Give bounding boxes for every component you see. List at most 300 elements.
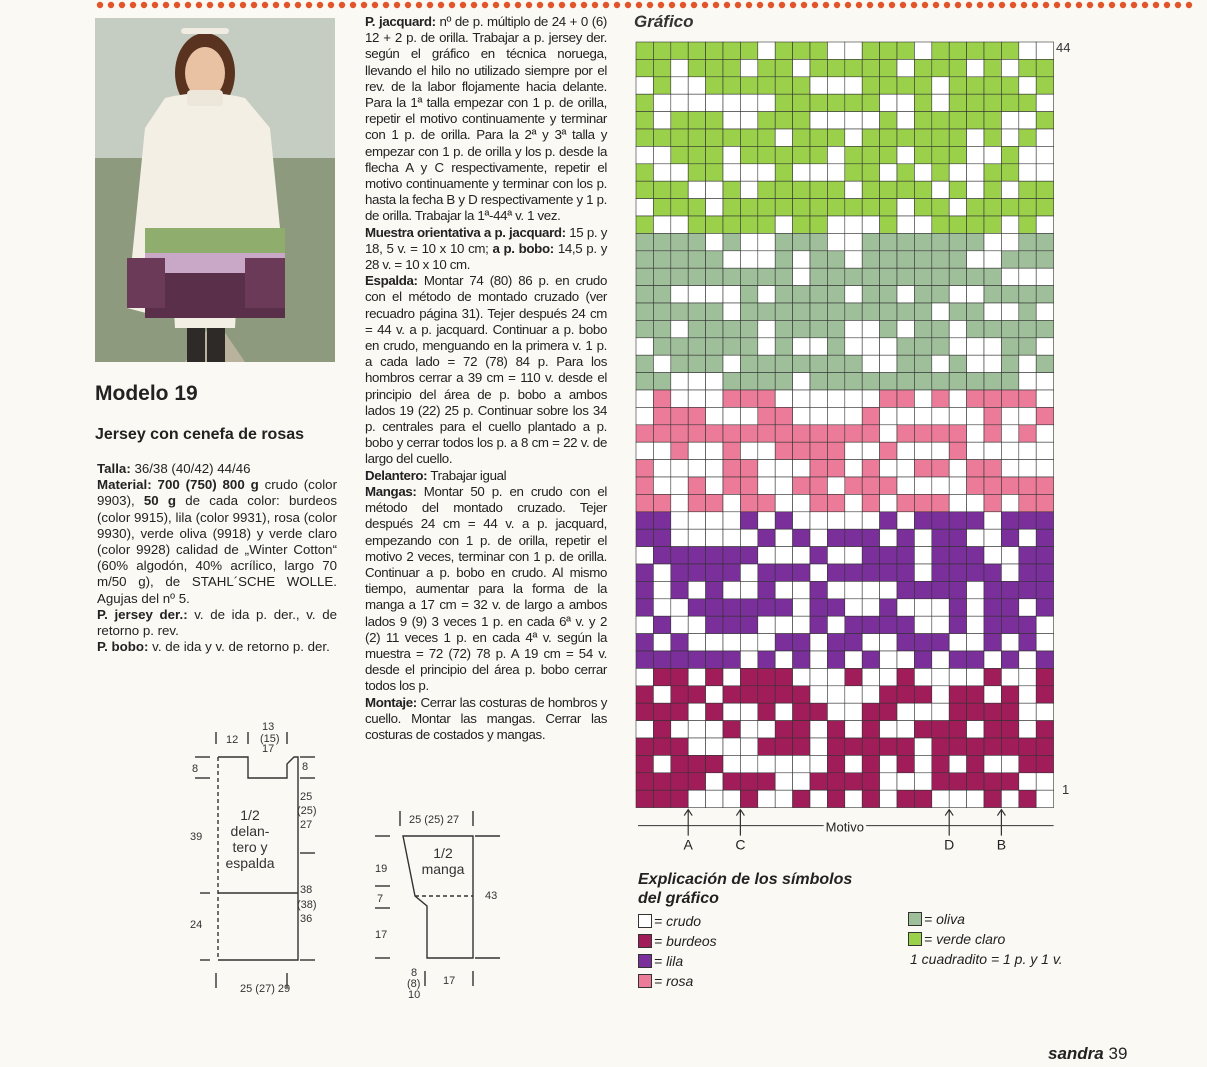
chart-cell [740,494,757,511]
legend-item-crudo [638,913,701,929]
mangas-paragraph [365,484,607,695]
chart-cell [740,286,757,303]
chart-cell [810,529,827,546]
chart-cell [1001,599,1018,616]
chart-cell [758,338,775,355]
chart-cell [636,199,653,216]
chart-cell [793,303,810,320]
legend-note: 1 cuadradito = 1 p. y 1 v. [910,951,1063,967]
chart-cell [653,233,670,250]
montaje-value: Cerrar las costuras de hombros y cuello. Montar las mangas. Cerrar las costuras de costados y mangas. [365,694,607,742]
legend-item-verde-claro [908,931,1005,947]
chart-cell [636,77,653,94]
chart-cell [984,442,1001,459]
chart-cell [775,494,792,511]
chart-cell [845,129,862,146]
chart-cell [1019,703,1036,720]
chart-cell [636,581,653,598]
chart-cell [880,181,897,198]
chart-cell [880,529,897,546]
bobo-paragraph [97,639,337,655]
chart-cell [914,390,931,407]
chart-cell [1001,703,1018,720]
chart-cell [758,564,775,581]
chart-cell [758,181,775,198]
chart-cell [897,790,914,807]
chart-cell [862,373,879,390]
chart-cell [845,581,862,598]
chart-cell [758,373,775,390]
chart-cell [688,494,705,511]
chart-cell [949,477,966,494]
chart-cell [949,268,966,285]
chart-cell [827,529,844,546]
chart-cell [914,477,931,494]
chart-cell [827,42,844,59]
chart-cell [810,547,827,564]
dim-right-25-c: 27 [300,819,313,831]
chart-cell [845,790,862,807]
chart-cell [653,251,670,268]
chart-cell [880,355,897,372]
chart-cell [740,146,757,163]
chart-cell [1019,286,1036,303]
chart-cell [740,251,757,268]
chart-cell [1019,651,1036,668]
chart-cell [827,668,844,685]
chart-cell [775,512,792,529]
chart-cell [967,286,984,303]
chart-cell [1036,268,1053,285]
chart-cell [967,460,984,477]
chart-cell [897,251,914,268]
chart-cell [740,425,757,442]
chart-cell [671,164,688,181]
chart-cell [688,790,705,807]
chart-cell [862,686,879,703]
chart-cell [775,77,792,94]
chart-cell [967,581,984,598]
chart-cell [932,338,949,355]
muestra-bobo-value: 14,5 p. y 28 v. = 10 x 10 cm. [365,240,607,273]
chart-cell [636,425,653,442]
chart-cell [793,181,810,198]
chart-cell [740,703,757,720]
chart-cell [653,373,670,390]
chart-cell [827,233,844,250]
chart-cell [671,634,688,651]
chart-cell [862,42,879,59]
chart-cell [671,460,688,477]
chart-cell [793,616,810,633]
chart-cell [967,129,984,146]
chart-cell [1019,251,1036,268]
chart-cell [706,442,723,459]
chart-cell [723,738,740,755]
chart-cell [1036,738,1053,755]
chart-cell [845,407,862,424]
chart-cell [1036,564,1053,581]
chart-cell [984,199,1001,216]
chart-cell [688,564,705,581]
talla-label: Talla: [97,461,131,476]
chart-cell [827,790,844,807]
dim-top-a: 12 [226,734,239,746]
chart-cell [967,547,984,564]
espalda-paragraph [365,273,607,467]
chart-cell [723,286,740,303]
chart-cell [827,755,844,772]
chart-cell [810,651,827,668]
chart-cell [984,703,1001,720]
chart-cell [914,686,931,703]
chart-cell [880,373,897,390]
chart-cell [793,477,810,494]
chart-cell [862,268,879,285]
legend-label-lila: = lila [654,953,684,969]
chart-cell [1019,338,1036,355]
chart-cell [653,755,670,772]
chart-cell [897,303,914,320]
chart-cell [793,790,810,807]
chart-cell [636,373,653,390]
chart-cell [932,303,949,320]
chart-cell [740,634,757,651]
chart-cell [1019,268,1036,285]
chart-cell [1036,94,1053,111]
chart-cell [932,442,949,459]
chart-cell [740,442,757,459]
chart-cell [653,146,670,163]
chart-cell [967,773,984,790]
material-50: 50 g [134,493,177,509]
chart-cell [706,634,723,651]
chart-cell [862,581,879,598]
chart-cell [932,77,949,94]
chart-cell [862,494,879,511]
chart-cell [775,59,792,76]
chart-cell [723,755,740,772]
chart-cell [897,164,914,181]
chart-cell [967,146,984,163]
chart-cell [880,425,897,442]
chart-cell [810,77,827,94]
chart-cell [932,460,949,477]
dim-top-b1: 13 [262,721,275,733]
chart-cell [1019,407,1036,424]
chart-cell [1019,42,1036,59]
chart-cell [671,77,688,94]
chart-cell [932,94,949,111]
chart-cell [1001,42,1018,59]
chart-cell [706,42,723,59]
talla-value: 36/38 (40/42) 44/46 [130,461,251,476]
chart-cell [862,547,879,564]
chart-cell [1001,390,1018,407]
chart-cell [636,721,653,738]
chart-cell [914,668,931,685]
chart-cell [810,268,827,285]
chart-cell [671,407,688,424]
chart-cell [636,407,653,424]
chart-cell [949,77,966,94]
chart-cell [758,320,775,337]
chart-cell [949,651,966,668]
chart-cell [827,477,844,494]
chart-cell [723,181,740,198]
chart-cell [932,721,949,738]
chart-cell [1036,164,1053,181]
chart-cell [845,755,862,772]
chart-cell [653,129,670,146]
chart-cell [723,94,740,111]
chart-cell [845,77,862,94]
chart-cell [914,634,931,651]
chart-cell [845,529,862,546]
chart-cell [636,390,653,407]
chart-cell [862,721,879,738]
delantero-value: Trabajar igual [427,467,507,483]
chart-cell [671,59,688,76]
chart-cell [636,651,653,668]
schematic-label-4: espalda [225,855,275,871]
chart-cell [949,773,966,790]
chart-cell [845,164,862,181]
chart-cell [1036,129,1053,146]
chart-cell [688,251,705,268]
chart-cell [688,164,705,181]
chart-cell [775,790,792,807]
chart-cell [897,199,914,216]
chart-cell [1019,199,1036,216]
chart-cell [810,407,827,424]
chart-cell [949,634,966,651]
chart-cell [1019,164,1036,181]
chart-cell [793,442,810,459]
chart-cell [706,668,723,685]
chart-cell [740,390,757,407]
chart-cell [984,164,1001,181]
chart-cell [671,703,688,720]
chart-cell [1036,251,1053,268]
chart-cell [671,686,688,703]
chart-cell [740,790,757,807]
sleeve-label-2: manga [421,861,465,877]
chart-cell [862,460,879,477]
chart-cell [897,355,914,372]
chart-cell [758,790,775,807]
chart-cell [706,59,723,76]
chart-cell [914,181,931,198]
chart-cell [671,668,688,685]
sleeve-dim-8b: (8) [407,978,421,990]
dim-right-8: 8 [302,761,309,773]
chart-cell [653,112,670,129]
swatch-burdeos [638,934,652,948]
chart-cell [984,460,1001,477]
chart-cell [827,355,844,372]
chart-cell [740,338,757,355]
chart-cell [914,303,931,320]
chart-cell [827,425,844,442]
chart-cell [845,59,862,76]
chart-cell [671,599,688,616]
chart-cell [827,373,844,390]
chart-cell [984,320,1001,337]
chart-cell [758,651,775,668]
chart-cell [775,407,792,424]
chart-cell [671,651,688,668]
chart-cell [827,634,844,651]
muestra-bobo-label: a p. bobo: [488,240,554,256]
chart-cell [914,320,931,337]
chart-cell [671,373,688,390]
chart-cell [1019,425,1036,442]
chart-cell [740,755,757,772]
legend-item-burdeos [638,933,717,949]
chart-cell [636,303,653,320]
chart-cell [671,494,688,511]
chart-cell [914,703,931,720]
chart-cell [897,512,914,529]
chart-cell [810,564,827,581]
chart-cell [775,581,792,598]
chart-cell [967,338,984,355]
chart-cell [723,338,740,355]
chart-cell [914,512,931,529]
chart-cell [653,599,670,616]
chart-cell [845,460,862,477]
chart-cell [880,616,897,633]
chart-cell [1019,216,1036,233]
chart-cell [932,425,949,442]
chart-cell [758,129,775,146]
chart-cell [706,686,723,703]
chart-cell [1001,373,1018,390]
chart-cell [932,390,949,407]
chart-cell [880,790,897,807]
chart-cell [827,721,844,738]
chart-cell [775,703,792,720]
chart-cell [967,373,984,390]
chart-cell [949,442,966,459]
chart-cell [967,268,984,285]
chart-cell [793,59,810,76]
chart-cell [1001,94,1018,111]
chart-cell [810,494,827,511]
arrow-icon [997,810,1005,836]
chart-cell [793,216,810,233]
chart-cell [775,721,792,738]
chart-cell [1001,773,1018,790]
chart-cell [793,425,810,442]
chart-cell [723,512,740,529]
chart-cell [932,564,949,581]
chart-cell [1019,529,1036,546]
chart-cell [706,460,723,477]
chart-cell [984,425,1001,442]
chart-cell [914,42,931,59]
chart-cell [984,477,1001,494]
chart-cell [775,146,792,163]
chart-cell [914,721,931,738]
chart-cell [827,59,844,76]
chart-cell [671,268,688,285]
chart-cell [688,477,705,494]
dim-bottom: 25 (27) 29 [240,983,291,995]
chart-cell [862,338,879,355]
jersey-value: v. de ida p. der., v. de retorno p. rev. [97,606,337,639]
swatch-oliva [908,912,922,926]
chart-cell [758,42,775,59]
chart-cell [862,634,879,651]
chart-cell [688,703,705,720]
chart-cell [914,564,931,581]
chart-cell [723,668,740,685]
chart-cell [688,686,705,703]
chart-cell [740,477,757,494]
legend-item-rosa [638,973,693,989]
chart-cell [1001,407,1018,424]
chart-cell [862,599,879,616]
chart-cell [862,442,879,459]
jersey-label: P. jersey der.: [97,606,188,622]
chart-cell [636,216,653,233]
chart-cell [862,407,879,424]
chart-cell [862,181,879,198]
chart-cell [706,268,723,285]
chart-cell [671,199,688,216]
chart-cell [671,790,688,807]
chart-cell [688,616,705,633]
chart-cell [914,616,931,633]
chart-cell [1019,477,1036,494]
chart-cell [636,268,653,285]
chart-cell [1001,338,1018,355]
chart-cell [706,564,723,581]
chart-cell [897,721,914,738]
chart-cell [949,146,966,163]
chart-cell [880,233,897,250]
chart-cell [723,407,740,424]
chart-cell [636,181,653,198]
chart-cell [845,599,862,616]
instructions-text [365,14,607,743]
chart-cell [984,616,1001,633]
schematic-label-3: tero y [232,839,268,855]
chart-cell [775,338,792,355]
chart-cell [1001,216,1018,233]
chart-cell [914,790,931,807]
chart-cell [880,755,897,772]
chart-cell [758,773,775,790]
chart-cell [827,77,844,94]
chart-cell [775,738,792,755]
chart-cell [932,355,949,372]
chart-cell [1001,181,1018,198]
chart-cell [880,721,897,738]
chart-cell [897,216,914,233]
chart-cell [949,686,966,703]
chart-cell [671,251,688,268]
chart-cell [671,390,688,407]
chart-cell [1001,494,1018,511]
chart-cell [984,251,1001,268]
chart-cell [949,181,966,198]
chart-cell [636,94,653,111]
chart-cell [932,547,949,564]
chart-cell [827,216,844,233]
